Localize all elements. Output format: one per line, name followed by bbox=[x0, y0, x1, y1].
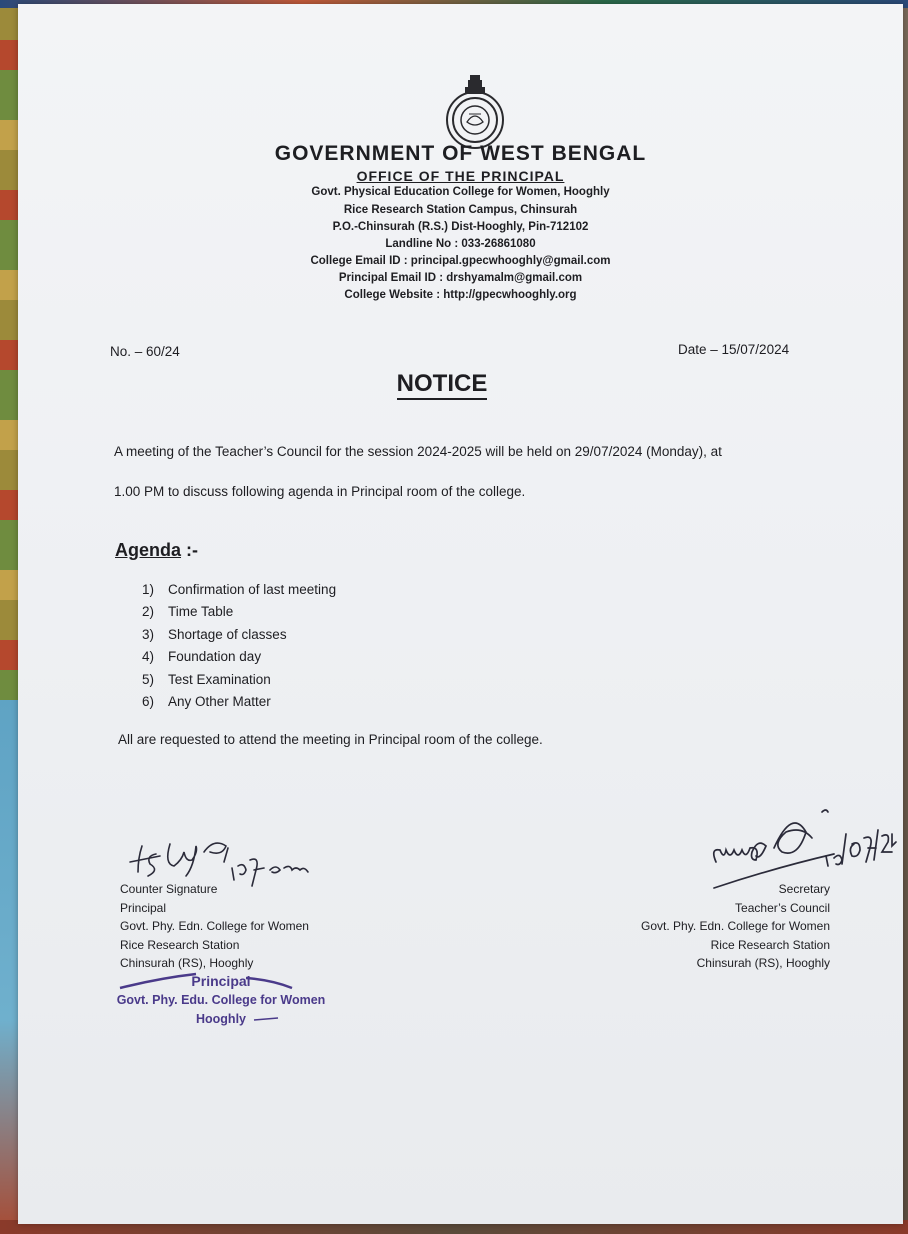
agenda-item-text: Time Table bbox=[168, 604, 234, 620]
address-college-email: College Email ID : principal.gpecwhooghly@gmail.com bbox=[310, 255, 611, 267]
stamp-title: Principal bbox=[191, 973, 251, 989]
secretary-location: Chinsurah (RS), Hooghly bbox=[696, 956, 830, 970]
stamp-location: Hooghly bbox=[196, 1012, 246, 1026]
address-website: College Website : http://gpecwhooghly.org bbox=[344, 289, 577, 301]
agenda-item bbox=[142, 694, 336, 716]
agenda-item-number: 2) bbox=[142, 604, 155, 620]
agenda-item-text: Shortage of classes bbox=[168, 626, 287, 642]
state-emblem-icon bbox=[442, 74, 508, 150]
stamp-college: Govt. Phy. Edu. College for Women bbox=[116, 993, 326, 1007]
reference-number: No. – 60/24 bbox=[110, 344, 180, 359]
agenda-heading bbox=[115, 540, 198, 561]
notice-body-line-2: 1.00 PM to discuss following agenda in Principal room of the college. bbox=[114, 484, 526, 499]
agenda-item bbox=[142, 649, 336, 671]
agenda-item bbox=[142, 582, 336, 604]
agenda-item bbox=[142, 604, 336, 626]
address-principal-email: Principal Email ID : drshyamalm@gmail.com bbox=[338, 272, 583, 284]
agenda-item-text: Any Other Matter bbox=[168, 693, 271, 709]
notice-title: NOTICE bbox=[18, 370, 866, 398]
secretary-campus: Rice Research Station bbox=[710, 937, 830, 952]
agenda-item-number: 1) bbox=[142, 582, 155, 597]
government-title: GOVERNMENT OF WEST BENGAL bbox=[274, 142, 647, 165]
principal-college: Govt. Phy. Edn. College for Women bbox=[120, 919, 309, 933]
notice-body-line-1: A meeting of the Teacher’s Council for the session 2024-2025 will be held on 29/07/2024 (Monday), at bbox=[114, 444, 722, 459]
agenda-heading-suffix: :- bbox=[181, 540, 199, 560]
stamp-stroke-marks bbox=[106, 972, 336, 1032]
agenda-item-number: 3) bbox=[142, 626, 155, 642]
agenda-item bbox=[142, 627, 336, 649]
agenda-item-number: 4) bbox=[142, 649, 155, 665]
principal-location: Chinsurah (RS), Hooghly bbox=[120, 956, 254, 970]
principal-stamp bbox=[106, 972, 336, 1029]
closing-statement: All are requested to attend the meeting in Principal room of the college. bbox=[118, 732, 543, 747]
principal-designation: Principal bbox=[120, 900, 167, 915]
secretary-designation: Secretary bbox=[778, 882, 830, 896]
principal-campus: Rice Research Station bbox=[120, 937, 240, 952]
principal-signature-block bbox=[120, 880, 309, 973]
address-post-office: P.O.-Chinsurah (R.S.) Dist-Hooghly, Pin-712102 bbox=[332, 221, 589, 233]
agenda-item-text: Test Examination bbox=[168, 671, 271, 687]
agenda-item-number: 6) bbox=[142, 693, 155, 709]
agenda-item-number: 5) bbox=[142, 671, 155, 687]
address-campus: Rice Research Station Campus, Chinsurah bbox=[343, 204, 578, 216]
agenda-heading-label: Agenda bbox=[115, 540, 182, 560]
address-landline: Landline No : 033-26861080 bbox=[385, 238, 536, 250]
secretary-college: Govt. Phy. Edn. College for Women bbox=[641, 919, 830, 933]
counter-signature-label: Counter Signature bbox=[120, 882, 218, 896]
notice-date: Date – 15/07/2024 bbox=[678, 342, 790, 357]
notice-document bbox=[18, 4, 903, 1224]
office-title: OFFICE OF THE PRINCIPAL bbox=[356, 168, 565, 184]
agenda-item-text: Confirmation of last meeting bbox=[168, 582, 337, 597]
agenda-item-text: Foundation day bbox=[168, 649, 262, 665]
secretary-council: Teacher’s Council bbox=[735, 900, 830, 915]
agenda-item bbox=[142, 672, 336, 694]
agenda-list bbox=[142, 582, 336, 716]
secretary-signature-block bbox=[578, 880, 830, 973]
address-college-name: Govt. Physical Education College for Women, Hooghly bbox=[311, 186, 610, 198]
